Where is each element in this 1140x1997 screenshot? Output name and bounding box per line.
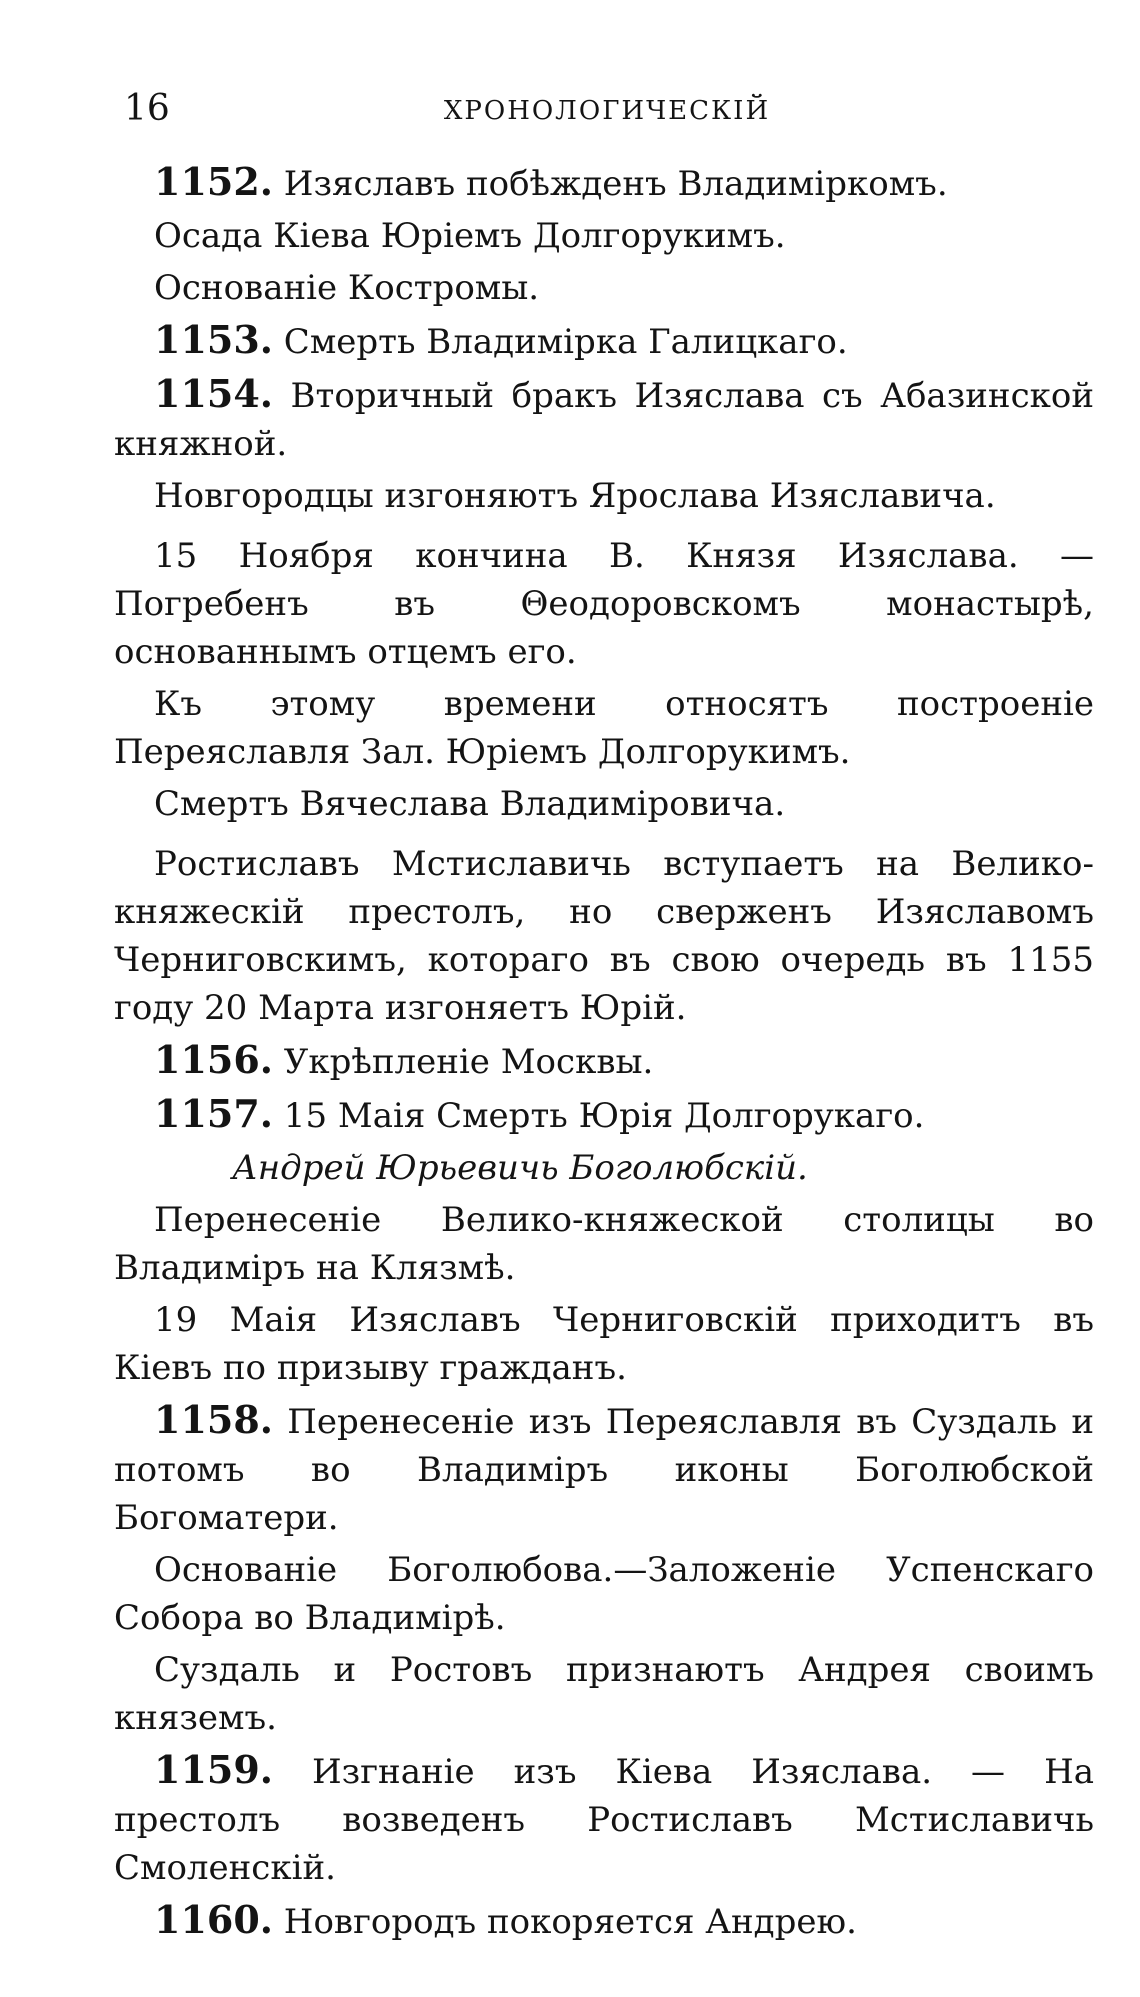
year-label: 1154.	[154, 371, 273, 416]
running-head: ХРОНОЛОГИЧЕСКІЙ	[443, 96, 771, 126]
entry-1152	[114, 158, 1094, 208]
entry-paragraph	[114, 1296, 1094, 1392]
entry-paragraph	[114, 212, 1094, 260]
entry-1154	[114, 370, 1094, 468]
entry-paragraph	[114, 840, 1094, 1032]
year-label: 1153.	[154, 317, 273, 362]
entry-text: Основаніе Костромы.	[154, 268, 540, 308]
entry-text: Ростиславъ Мстиславичь вступаетъ на Велико-княжескій престолъ, но сверженъ Изяславомъ Черниговскимъ, котораго въ свою очередь въ 1155 году 20 Марта изгоняетъ Юрій.	[114, 844, 1094, 1028]
year-label: 1160.	[154, 1897, 273, 1942]
page-header	[124, 88, 1090, 138]
entry-text: Смертъ Вячеслава Владиміровича.	[154, 784, 786, 824]
entry-text: 19 Маія Изяславъ Черниговскій приходитъ въ Кіевъ по призыву гражданъ.	[114, 1300, 1094, 1388]
entry-text: 15 Ноября кончина В. Князя Изяслава. — Погребенъ въ Θеодоровскомъ монастырѣ, основаннымъ отцемъ его.	[114, 536, 1094, 672]
entry-text: Къ этому времени относятъ построеніе Переяславля Зал. Юріемъ Долгорукимъ.	[114, 684, 1094, 772]
entry-paragraph	[114, 472, 1094, 520]
entry-paragraph	[114, 532, 1094, 676]
entry-paragraph	[114, 1196, 1094, 1292]
entry-1159	[114, 1746, 1094, 1892]
entry-1157	[114, 1090, 1094, 1140]
entry-text: Укрѣпленіе Москвы.	[273, 1042, 654, 1082]
entry-text: Вторичный бракъ Изяслава съ Абазинской княжной.	[114, 376, 1094, 464]
entry-text: Осада Кіева Юріемъ Долгорукимъ.	[154, 216, 786, 256]
entry-text: 15 Маія Смерть Юрія Долгорукаго.	[273, 1096, 925, 1136]
year-label: 1152.	[154, 159, 273, 204]
year-label: 1158.	[154, 1397, 273, 1442]
entry-text: Новгородцы изгоняютъ Ярослава Изяславича.	[154, 476, 996, 516]
entry-paragraph	[114, 1546, 1094, 1642]
entry-text: Изяславъ побѣжденъ Владимiркомъ.	[273, 164, 948, 204]
entry-text: Новгородъ покоряется Андрею.	[273, 1902, 857, 1942]
entry-text: Перенесеніе Велико-княжеской столицы во Владимiръ на Клязмѣ.	[114, 1200, 1094, 1288]
entry-paragraph	[114, 1646, 1094, 1742]
entry-text: Перенесеніе изъ Переяславля въ Суздаль и потомъ во Владимiръ иконы Боголюбской Богоматери.	[114, 1402, 1094, 1538]
entry-paragraph	[114, 264, 1094, 312]
year-label: 1159.	[154, 1747, 273, 1792]
entry-paragraph	[114, 780, 1094, 828]
dynasty-heading: Андрей Юрьевичь Боголюбскій.	[232, 1148, 808, 1188]
page-number: 16	[124, 88, 170, 129]
chronology-text	[114, 158, 1094, 1950]
year-label: 1157.	[154, 1091, 273, 1136]
entry-text: Изгнаніе изъ Кіева Изяслава. — На престолъ возведенъ Ростиславъ Мстиславичь Смоленскій.	[114, 1752, 1094, 1888]
entry-text: Смерть Владимірка Галицкаго.	[273, 322, 848, 362]
entry-1160	[114, 1896, 1094, 1946]
entry-1156	[114, 1036, 1094, 1086]
entry-1153	[114, 316, 1094, 366]
entry-paragraph	[114, 680, 1094, 776]
entry-text: Суздаль и Ростовъ признаютъ Андрея своимъ княземъ.	[114, 1650, 1094, 1738]
year-label: 1156.	[154, 1037, 273, 1082]
entry-text: Основаніе Боголюбова.—Заложеніе Успенскаго Собора во Владимiрѣ.	[114, 1550, 1094, 1638]
entry-1158	[114, 1396, 1094, 1542]
